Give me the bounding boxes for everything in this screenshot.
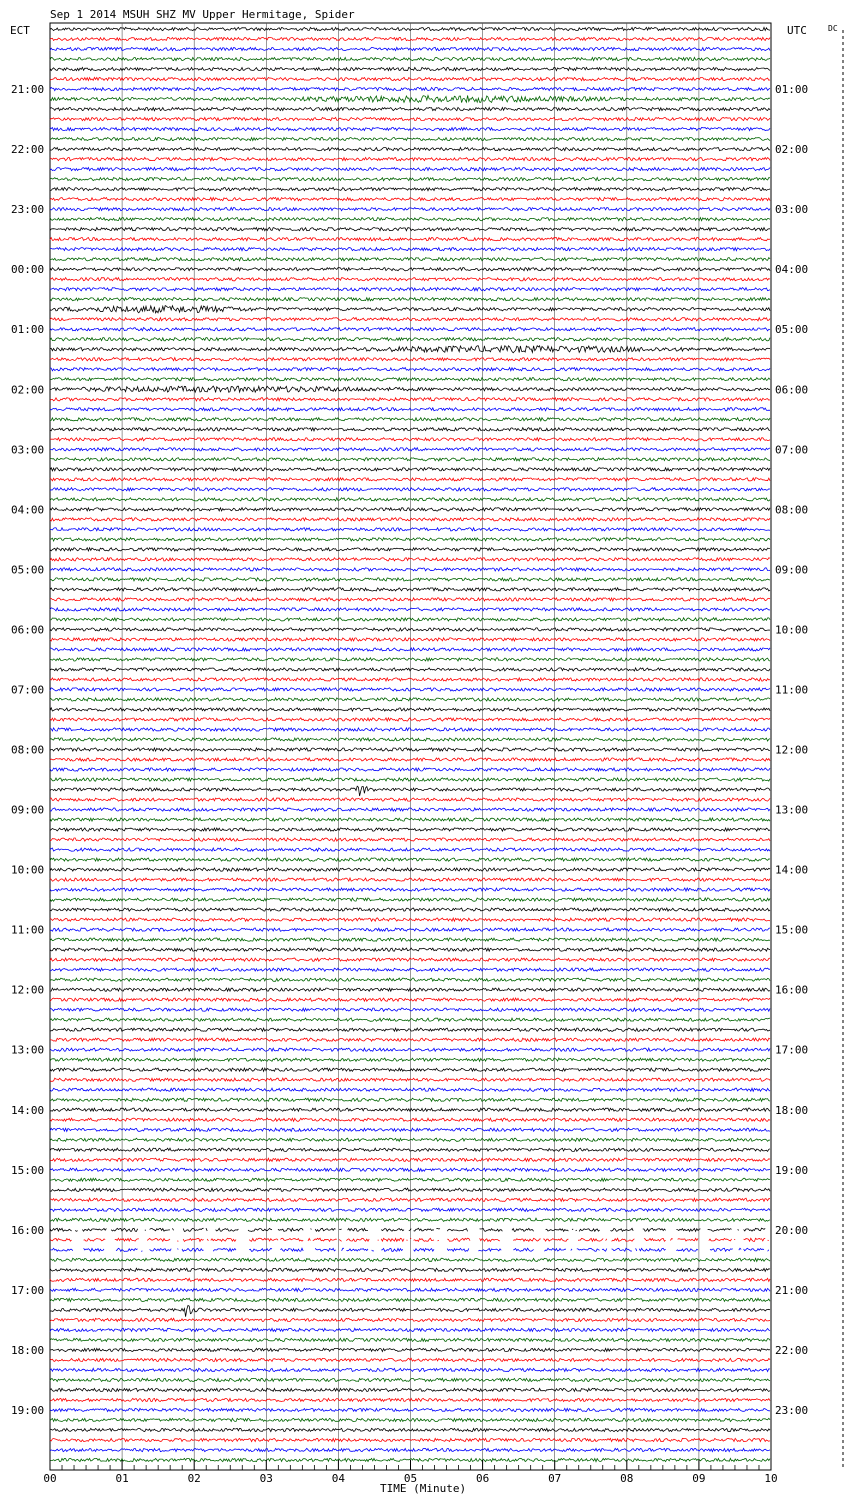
seismic-trace xyxy=(50,718,770,721)
seismic-trace xyxy=(50,1298,770,1301)
seismic-trace xyxy=(50,1448,770,1451)
x-tick-label: 07 xyxy=(548,1472,562,1485)
left-hour-label: 14:00 xyxy=(11,1103,45,1117)
seismic-trace xyxy=(50,1148,770,1151)
seismic-trace xyxy=(50,728,770,731)
seismic-trace xyxy=(50,398,770,401)
seismic-trace xyxy=(50,668,770,671)
left-hour-label: 10:00 xyxy=(11,863,45,877)
seismic-trace xyxy=(50,168,770,171)
right-hour-label: 17:00 xyxy=(775,1043,809,1057)
seismic-trace xyxy=(50,558,770,561)
seismic-trace xyxy=(50,148,770,151)
x-tick-label: 09 xyxy=(692,1472,706,1485)
seismic-trace xyxy=(50,778,770,781)
seismic-trace xyxy=(50,158,770,161)
seismic-trace xyxy=(50,208,770,211)
seismic-trace xyxy=(50,258,770,261)
right-hour-label: 20:00 xyxy=(775,1223,809,1237)
left-hour-label: 18:00 xyxy=(11,1343,45,1357)
left-hour-label: 12:00 xyxy=(11,983,45,997)
left-hour-label: 01:00 xyxy=(11,323,45,337)
seismic-trace xyxy=(50,1218,770,1221)
seismic-trace xyxy=(50,77,770,80)
seismic-trace xyxy=(50,938,770,941)
left-hour-label: 06:00 xyxy=(11,623,45,637)
left-hour-label: 19:00 xyxy=(11,1403,45,1417)
seismic-trace xyxy=(50,358,770,361)
left-hour-label: 11:00 xyxy=(11,923,45,937)
seismic-trace xyxy=(50,96,770,103)
right-hour-label: 10:00 xyxy=(775,623,809,637)
seismic-trace xyxy=(50,468,770,471)
seismic-trace xyxy=(50,798,770,801)
seismic-trace xyxy=(50,408,770,411)
seismic-trace xyxy=(50,948,770,951)
seismic-trace xyxy=(50,1098,770,1101)
seismic-trace xyxy=(50,698,770,701)
seismic-trace xyxy=(50,346,770,353)
seismic-trace xyxy=(50,238,770,241)
seismic-trace xyxy=(50,998,770,1001)
seismic-trace xyxy=(50,458,770,461)
seismic-trace xyxy=(50,518,770,521)
seismic-trace xyxy=(50,568,770,571)
seismic-trace xyxy=(50,848,770,851)
right-hour-label: 03:00 xyxy=(775,203,809,217)
seismic-trace xyxy=(50,37,770,40)
seismic-trace xyxy=(50,818,770,821)
seismic-trace xyxy=(50,908,770,911)
seismic-trace xyxy=(50,638,770,641)
seismic-trace xyxy=(50,1238,769,1241)
x-tick-label: 01 xyxy=(115,1472,129,1485)
seismic-trace xyxy=(50,278,770,281)
chart-title: Sep 1 2014 MSUH SHZ MV Upper Hermitage, Spider xyxy=(50,8,355,21)
seismic-trace xyxy=(50,57,770,60)
seismic-trace xyxy=(50,1288,770,1291)
seismic-trace xyxy=(50,87,770,90)
seismic-trace xyxy=(50,1358,770,1361)
seismic-trace xyxy=(50,978,770,981)
seismic-trace xyxy=(50,1328,770,1331)
seismic-trace xyxy=(50,898,770,901)
grid-layer xyxy=(50,23,771,1470)
seismic-trace xyxy=(50,1278,770,1281)
right-hour-label: 08:00 xyxy=(775,503,809,517)
left-hour-label: 04:00 xyxy=(11,503,45,517)
x-axis-layer xyxy=(43,1460,777,1485)
seismic-trace xyxy=(50,1108,770,1111)
seismic-trace xyxy=(50,748,770,751)
right-hour-label: 13:00 xyxy=(775,803,809,817)
right-hour-label: 05:00 xyxy=(775,323,809,337)
seismic-trace xyxy=(50,1158,770,1161)
seismic-trace xyxy=(50,1048,770,1051)
left-hour-label: 08:00 xyxy=(11,743,45,757)
seismic-trace xyxy=(50,888,770,891)
seismic-trace xyxy=(50,838,770,841)
seismic-trace xyxy=(50,448,770,451)
seismic-trace xyxy=(50,858,770,861)
seismic-trace xyxy=(50,548,770,551)
seismic-trace xyxy=(50,688,770,691)
right-hour-label: 22:00 xyxy=(775,1343,809,1357)
seismic-trace xyxy=(50,1038,770,1041)
seismic-trace xyxy=(50,1378,770,1381)
seismic-trace xyxy=(50,138,770,141)
right-hour-label: 02:00 xyxy=(775,143,809,157)
seismic-trace xyxy=(50,958,770,961)
right-hour-label: 23:00 xyxy=(775,1403,809,1417)
right-hour-label: 04:00 xyxy=(775,263,809,277)
seismic-trace xyxy=(50,828,770,831)
left-hour-label: 15:00 xyxy=(11,1163,45,1177)
x-tick-label: 08 xyxy=(620,1472,634,1485)
seismic-trace xyxy=(50,528,770,531)
right-timezone-label: UTC xyxy=(787,24,807,37)
right-hour-label: 15:00 xyxy=(775,923,809,937)
x-tick-label: 00 xyxy=(43,1472,57,1485)
seismic-trace xyxy=(50,248,770,251)
right-hour-label: 18:00 xyxy=(775,1103,809,1117)
seismic-trace xyxy=(50,808,770,811)
seismic-trace xyxy=(50,1306,770,1317)
seismic-trace xyxy=(50,628,770,631)
seismic-trace xyxy=(50,768,770,771)
seismic-trace xyxy=(50,318,770,321)
seismic-trace xyxy=(50,1368,770,1371)
x-tick-label: 04 xyxy=(331,1472,346,1485)
x-tick-label: 10 xyxy=(764,1472,778,1485)
seismic-trace xyxy=(50,1168,770,1171)
seismic-trace xyxy=(50,438,770,441)
left-hour-label: 07:00 xyxy=(11,683,45,697)
seismic-trace xyxy=(50,1268,770,1271)
right-hour-label: 14:00 xyxy=(775,863,809,877)
seismic-trace xyxy=(50,338,770,341)
seismic-trace xyxy=(50,198,770,201)
trace-layer xyxy=(50,27,770,1461)
seismic-trace xyxy=(50,298,770,301)
left-hour-label: 16:00 xyxy=(11,1223,45,1237)
seismic-trace xyxy=(50,368,770,371)
left-hour-label: 02:00 xyxy=(11,383,45,397)
seismic-trace xyxy=(50,1058,770,1061)
seismic-trace xyxy=(50,618,770,621)
seismic-trace xyxy=(50,588,770,591)
seismic-trace xyxy=(50,1228,765,1231)
left-hour-label: 21:00 xyxy=(11,83,45,97)
left-hour-label: 22:00 xyxy=(11,143,45,157)
seismic-trace xyxy=(50,1438,770,1441)
seismic-trace xyxy=(50,1428,770,1431)
seismic-trace xyxy=(50,47,770,50)
seismic-trace xyxy=(50,228,770,231)
seismic-trace xyxy=(50,1398,770,1401)
seismic-trace xyxy=(50,1088,770,1091)
right-hour-label: 11:00 xyxy=(775,683,809,697)
left-hour-label: 23:00 xyxy=(11,203,45,217)
seismic-trace xyxy=(50,67,770,70)
seismic-trace xyxy=(50,928,770,931)
seismic-trace xyxy=(50,218,770,221)
seismic-trace xyxy=(50,1008,770,1011)
seismic-trace xyxy=(50,27,770,30)
right-hour-label: 19:00 xyxy=(775,1163,809,1177)
seismic-trace xyxy=(50,648,770,651)
seismic-trace xyxy=(50,1408,770,1411)
seismic-trace xyxy=(50,918,770,921)
left-hour-label: 09:00 xyxy=(11,803,45,817)
right-hour-label: 21:00 xyxy=(775,1283,809,1297)
seismic-trace xyxy=(50,328,770,331)
seismic-trace xyxy=(50,508,770,511)
seismic-trace xyxy=(50,178,770,181)
left-hour-label: 05:00 xyxy=(11,563,45,577)
seismic-trace xyxy=(50,868,770,871)
seismic-trace xyxy=(50,1078,770,1081)
seismic-trace xyxy=(50,1198,770,1201)
seismic-trace xyxy=(50,108,770,111)
seismic-trace xyxy=(50,738,770,741)
right-hour-label: 12:00 xyxy=(775,743,809,757)
seismic-trace xyxy=(50,306,770,313)
left-hour-label: 13:00 xyxy=(11,1043,45,1057)
right-hour-label: 01:00 xyxy=(775,83,809,97)
seismic-trace xyxy=(50,1338,770,1341)
seismic-trace xyxy=(50,598,770,601)
seismic-trace xyxy=(50,1118,770,1121)
seismic-trace xyxy=(50,418,770,421)
seismic-trace xyxy=(50,1128,770,1131)
seismic-trace xyxy=(50,988,770,991)
seismic-trace xyxy=(50,1208,770,1211)
seismic-trace xyxy=(50,188,770,191)
seismic-trace xyxy=(50,708,770,711)
seismic-trace xyxy=(50,538,770,541)
left-timezone-label: ECT xyxy=(10,24,30,37)
seismic-trace xyxy=(50,758,770,761)
right-hour-label: 16:00 xyxy=(775,983,809,997)
seismic-trace xyxy=(50,268,770,271)
seismic-trace xyxy=(50,1188,770,1191)
seismic-trace xyxy=(50,1018,770,1021)
seismic-trace xyxy=(50,608,770,611)
seismic-trace xyxy=(50,118,770,121)
seismic-trace xyxy=(50,1248,769,1251)
dc-label: DC xyxy=(828,24,838,33)
x-axis-label: TIME (Minute) xyxy=(380,1482,467,1495)
left-hour-label: 17:00 xyxy=(11,1283,45,1297)
seismic-trace xyxy=(50,428,770,431)
seismic-trace xyxy=(50,1028,770,1031)
seismic-trace xyxy=(50,378,770,381)
left-hour-label: 00:00 xyxy=(11,263,45,277)
x-tick-label: 03 xyxy=(259,1472,273,1485)
seismic-trace xyxy=(50,128,770,131)
seismic-trace xyxy=(50,1178,770,1181)
right-hour-label: 06:00 xyxy=(775,383,809,397)
x-tick-label: 05 xyxy=(403,1472,418,1485)
seismic-trace xyxy=(50,678,770,681)
seismic-trace xyxy=(50,488,770,491)
seismic-trace xyxy=(50,1068,770,1071)
x-tick-label: 06 xyxy=(475,1472,490,1485)
seismic-trace xyxy=(50,386,770,392)
seismic-trace xyxy=(50,578,770,581)
seismic-trace xyxy=(50,786,770,796)
left-hour-label: 03:00 xyxy=(11,443,45,457)
seismic-trace xyxy=(50,968,770,971)
seismic-trace xyxy=(50,1348,770,1351)
seismic-trace xyxy=(50,658,770,661)
seismic-trace xyxy=(50,288,770,291)
seismic-trace xyxy=(50,1388,770,1391)
seismic-trace xyxy=(50,1258,770,1261)
seismic-trace xyxy=(50,1418,770,1421)
seismic-trace xyxy=(50,878,770,881)
x-tick-label: 02 xyxy=(187,1472,201,1485)
seismic-trace xyxy=(50,1318,770,1321)
seismic-trace xyxy=(50,1138,770,1141)
right-hour-label: 09:00 xyxy=(775,563,809,577)
right-hour-label: 07:00 xyxy=(775,443,809,457)
seismic-trace xyxy=(50,478,770,481)
seismic-trace xyxy=(50,498,770,501)
